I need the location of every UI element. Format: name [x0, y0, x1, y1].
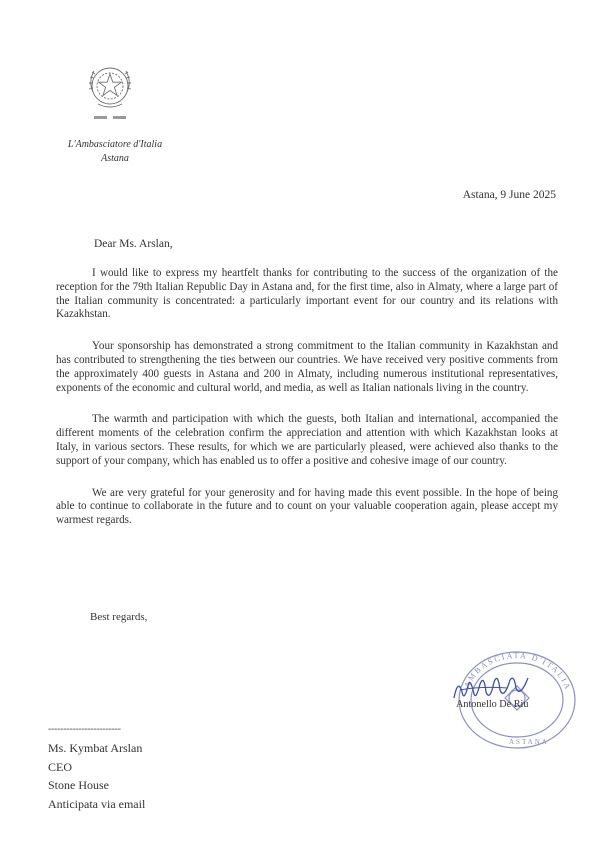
salutation: Dear Ms. Arslan, [94, 238, 173, 250]
recipient-title: CEO [48, 759, 72, 774]
sender-block [60, 138, 170, 166]
recipient-block [48, 739, 145, 813]
paragraph: Your sponsorship has demonstrated a strong commitment to the Italian community in Kazakhstan and has contributed to strengthening the ties between our countries. We have received very positive comments from the approximately 400 guests in Astana and 200 in Almaty, including numerous institutional representatives, exponents of the economic and cultural world, and media, as well as Italian nationals living in the country. [56, 340, 558, 394]
svg-text:AMBASCIATA D'ITALIA: AMBASCIATA D'ITALIA [462, 651, 573, 693]
letter-body [56, 267, 558, 546]
paragraph: The warmth and participation with which the guests, both Italian and international, accompanied the different moments of the celebration confirm the appreciation and attention with which Kazakhstan looks at Italy, in various sectors. These results, for which we are particularly pleased, were achieved also thanks to the support of your company, which has enabled us to offer a positive and cohesive image of our country. [56, 413, 558, 467]
divider-line: ------------------------ [48, 724, 121, 735]
recipient-company: Stone House [48, 778, 109, 792]
recipient-name: Ms. Kymbat Arslan [48, 741, 143, 755]
sender-city: Astana [101, 153, 129, 164]
emblem-icon [84, 62, 136, 124]
sender-title: L'Ambasciatore d'Italia [67, 139, 163, 150]
closing: Best regards, [90, 611, 148, 623]
svg-text:ASTANA: ASTANA [509, 738, 549, 746]
paragraph: We are very grateful for your generosity and for having made this event possible. In the hope of being able to continue to collaborate in the future and to count on your valuable cooperation again, please accept my warmest regards. [56, 486, 558, 527]
recipient-note: Anticipata via email [48, 796, 146, 811]
letter-date: Astana, 9 June 2025 [462, 189, 556, 201]
signer-name: Antonello De Riu [456, 699, 529, 710]
paragraph: I would like to express my heartfelt thanks for contributing to the success of the organization of the reception for the 79th Italian Republic Day in Astana and, for the first time, also in Almaty, where a large part of the Italian community is concentrated: a particularly important event for our country and its relations with Kazakhstan. [56, 267, 558, 321]
